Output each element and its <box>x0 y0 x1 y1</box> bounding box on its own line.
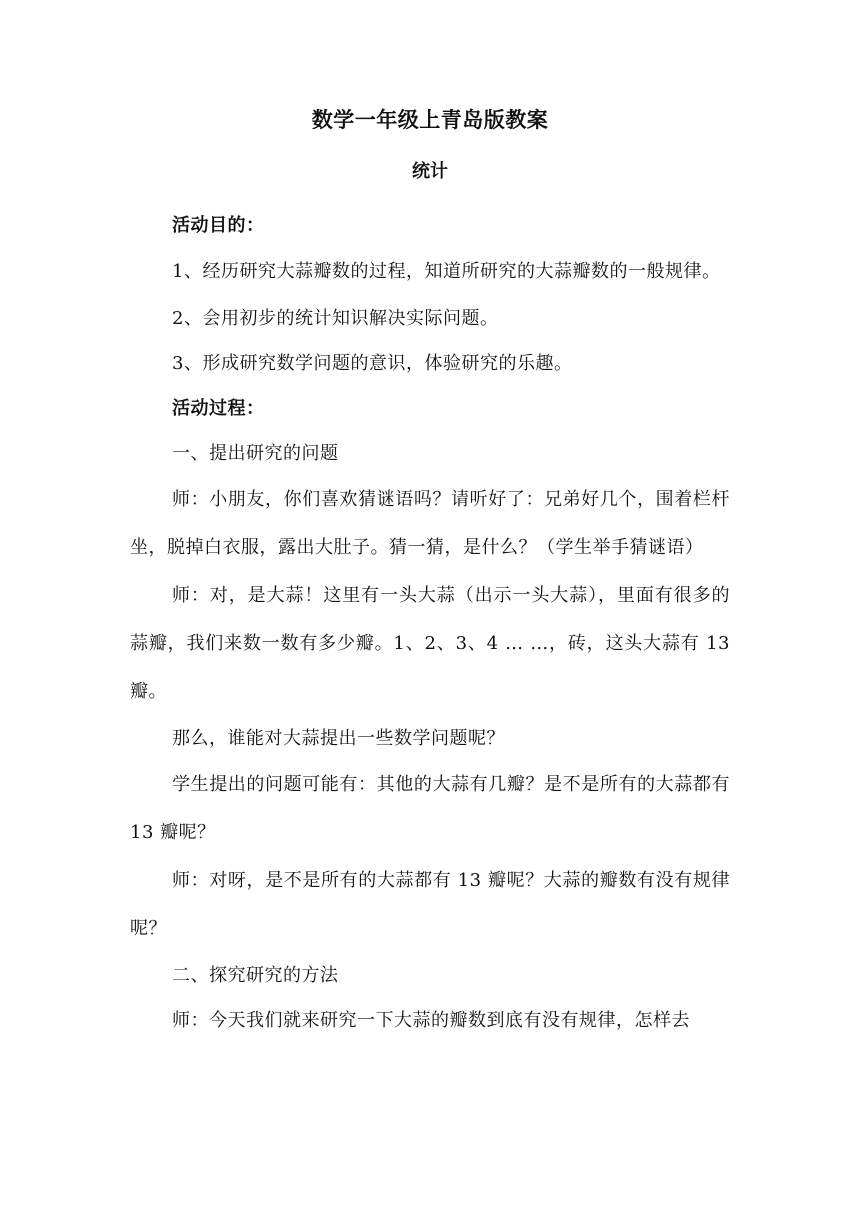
document-subtitle: 统计 <box>412 161 448 182</box>
paragraph-teacher-question: 师：对呀，是不是所有的大蒜都有 13 瓣呢？大蒜的瓣数有没有规律呢？ <box>130 870 730 939</box>
paragraph-student-questions: 学生提出的问题可能有：其他的大蒜有几瓣？是不是所有的大蒜都有 13 瓣呢？ <box>130 774 730 843</box>
paragraph-garlic-count: 师：对，是大蒜！这里有一头大蒜（出示一头大蒜），里面有很多的蒜瓣，我们来数一数有多少瓣。1、2、3、4 … …，砖，这头大蒜有 13 瓣。 <box>130 585 730 702</box>
paragraph-question-prompt: 那么，谁能对大蒜提出一些数学问题呢？ <box>172 728 505 749</box>
paragraph-step-2-heading: 二、探究研究的方法 <box>172 965 339 986</box>
paragraph-research-intro: 师：今天我们就来研究一下大蒜的瓣数到底有没有规律，怎样去 <box>172 1010 690 1031</box>
document-title: 数学一年级上青岛版教案 <box>311 108 549 132</box>
paragraph-goal-1: 1、经历研究大蒜瓣数的过程，知道所研究的大蒜瓣数的一般规律。 <box>172 261 721 282</box>
paragraph-goal-2: 2、会用初步的统计知识解决实际问题。 <box>172 308 499 329</box>
paragraph-goal-3: 3、形成研究数学问题的意识，体验研究的乐趣。 <box>172 353 573 374</box>
section-heading-process: 活动过程： <box>172 398 265 419</box>
section-heading-goals: 活动目的： <box>172 215 265 236</box>
document-body <box>130 203 730 1043</box>
paragraph-step-1-heading: 一、提出研究的问题 <box>172 443 339 464</box>
paragraph-riddle: 师：小朋友，你们喜欢猜谜语吗？请听好了：兄弟好几个，围着栏杆坐，脱掉白衣服，露出大肚子。猜一猜，是什么？（学生举手猜谜语） <box>130 489 730 558</box>
